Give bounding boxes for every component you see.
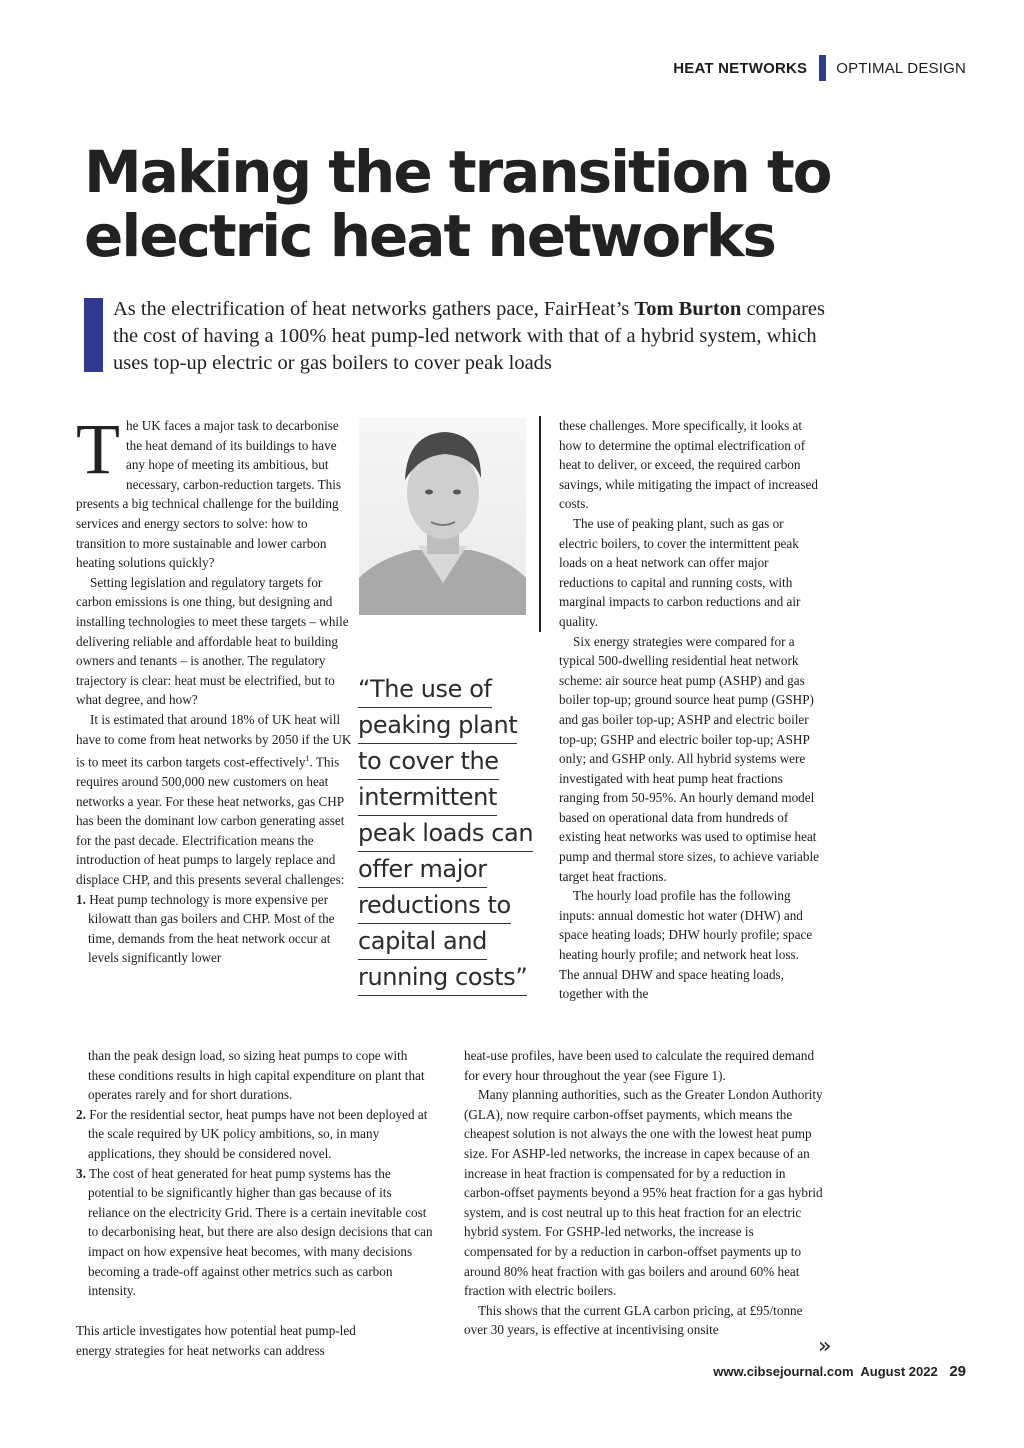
list-number: 3. — [76, 1165, 86, 1181]
author-portrait — [359, 418, 526, 615]
body-column-2-lower — [464, 1046, 824, 1340]
drop-cap: T — [76, 409, 120, 489]
subsection-label: OPTIMAL DESIGN — [836, 59, 966, 77]
body-paragraph: The use of peaking plant, such as gas or electric boilers, to cover the intermittent peak loads on a heat network can offer major reductions to capital and running costs, with marginal impacts to carbon reductions and air quality. — [559, 515, 801, 629]
body-paragraph: Many planning authorities, such as the Greater London Authority (GLA), now require carbon-offset payments, which means the cheapest solution is not always the one with the lowest heat pump size. For ASHP-led networks, the increase in capex because of an increase in heat fraction is compensated for by a reduction in carbon-offset payments beyond a 95% heat fraction for a gas hybrid system, and is cost neutral up to this heat fraction for an electric hybrid system. For GSHP-led networks, the increase is compensated for by a reduction in carbon-offset payments up to around 80% heat fraction with gas boilers and around 60% heat fraction with electric boilers. — [464, 1087, 823, 1299]
continued-arrow-icon: » — [818, 1334, 832, 1359]
body-paragraph — [76, 710, 356, 890]
body-paragraph: The hourly load profile has the following inputs: annual domestic hot water (DHW) and space heating loads; DHW hourly profile; space heating hourly profile; and network heat loss. The annual DHW and space heating loads, together with the — [559, 888, 813, 1002]
pull-quote-line: offer major — [358, 852, 487, 888]
portrait-illustration — [359, 418, 526, 615]
intro-paragraph — [76, 409, 356, 573]
intro-text: he UK faces a major task to decarbonise the heat demand of its buildings to have any hope of meeting its ambitious, but necessary, carbon-reduction targets. This presents a big technical challenge for the building services and energy sectors to solve: how to transition to more sustainable and lower carbon heating solutions quickly? — [76, 418, 342, 571]
pull-quote-line: peaking plant — [358, 708, 517, 744]
body-paragraph: This shows that the current GLA carbon pricing, at £95/tonne over 30 years, is effective at incentivising onsite — [464, 1302, 803, 1338]
footnote-ref: 1 — [305, 754, 310, 764]
body-paragraph: Six energy strategies were compared for a typical 500-dwelling residential heat network scheme: air source heat pump (ASHP) and gas boiler top-up; ground source heat pump (GSHP) and gas boiler top-up; ASHP and electric boiler top-up; GSHP and electric boiler top-up; ASHP only; and GSHP only. All hybrid systems were investigated with heat pump heat fractions ranging from 50-95%. An hourly demand model based on operational data from hundreds of existing heat networks was used to optimise heat pump and thermal store sizes, to achieve variable target heat fractions. — [559, 633, 819, 884]
article-title — [84, 140, 964, 268]
footer-url: www.cibsejournal.com — [713, 1364, 854, 1379]
title-line-2: electric heat networks — [84, 202, 775, 270]
title-line-1: Making the transition to — [84, 138, 831, 206]
pull-quote — [358, 672, 548, 996]
section-header — [673, 55, 966, 81]
paragraph-text: It is estimated that around 18% of UK heat will have to come from heat networks by 2050 if the UK is to meet its carbon targets cost-effectively — [76, 711, 352, 770]
body-column-1-continued — [76, 1046, 436, 1301]
standfirst-pre: As the electrification of heat networks gathers pace, FairHeat’s — [113, 298, 635, 320]
standfirst-post: compares the cost of having a 100% heat pump-led network with that of a hybrid system, which uses top-up electric or gas boilers to cover peak loads — [113, 298, 825, 374]
list-item-text: The cost of heat generated for heat pump systems has the potential to be significantly higher than gas because of its reliance on the electricity Grid. There is a certain inevitable cost to decarbonising heat, but there are also design decisions that can impact on how expensive heat becomes, with many decisions becoming a trade-off against other metrics such as carbon intensity. — [88, 1165, 433, 1299]
pull-quote-line: to cover the — [358, 744, 499, 780]
list-item-text: For the residential sector, heat pumps have not been deployed at the scale required by UK policy ambitions, so, in many applications, they should be considered novel. — [88, 1106, 428, 1161]
body-paragraph: these challenges. More specifically, it looks at how to determine the optimal electrification of heat to deliver, or exceed, the required carbon savings, while mitigating the impact of increased costs. — [559, 418, 818, 512]
list-item-continued — [76, 1046, 436, 1105]
column-rule — [539, 416, 541, 632]
footer-issue: August 2022 — [860, 1364, 938, 1379]
list-item-text: Heat pump technology is more expensive per kilowatt than gas boilers and CHP. Most of the time, demands from the heat network occur at levels significantly lower — [88, 891, 335, 966]
standfirst-accent-bar — [84, 298, 103, 372]
body-column-3 — [559, 416, 819, 1004]
pull-quote-line: running costs” — [358, 960, 527, 996]
body-paragraph: heat-use profiles, have been used to calculate the required demand for every hour throughout the year (see Figure 1). — [464, 1048, 815, 1083]
list-item — [76, 1105, 436, 1164]
pull-quote-line: intermittent — [358, 780, 497, 816]
pull-quote-line: “The use of — [358, 672, 492, 708]
page-footer — [713, 1363, 966, 1380]
list-item — [76, 1164, 436, 1301]
list-item-text: than the peak design load, so sizing heat pumps to cope with these conditions results in high capital expenditure on plant that operates rarely and for short durations. — [88, 1048, 425, 1103]
challenges-list-continued — [76, 1046, 436, 1301]
paragraph-text: . This requires around 500,000 new customers on heat networks a year. For these heat networks, gas CHP has been the dominant low carbon generating asset for the past decade. Electrification means the introduction of heat pumps to largely replace and displace CHP, and this presents several challenges: — [76, 754, 345, 888]
closing-paragraph: This article investigates how potential heat pump-led energy strategies for heat networks can address — [76, 1323, 356, 1358]
page-number: 29 — [949, 1363, 966, 1380]
list-item — [76, 890, 356, 968]
standfirst-author: Tom Burton — [634, 298, 742, 320]
list-number: 2. — [76, 1106, 86, 1122]
pull-quote-line: peak loads can — [358, 816, 533, 852]
body-column-1 — [76, 409, 356, 968]
list-number: 1. — [76, 891, 86, 907]
section-label: HEAT NETWORKS — [673, 59, 808, 77]
pull-quote-line: reductions to — [358, 888, 511, 924]
body-paragraph: Setting legislation and regulatory targets for carbon emissions is one thing, but designing and installing technologies to meet these targets – while delivering reliable and affordable heat to building owners and tenants – is another. The regulatory trajectory is clear: heat must be electrified, but to what degree, and how? — [76, 574, 349, 708]
challenges-list — [76, 890, 356, 968]
pull-quote-line: capital and — [358, 924, 487, 960]
section-divider-bar — [819, 55, 826, 81]
standfirst — [113, 296, 843, 377]
body-column-1-closing — [76, 1321, 376, 1360]
